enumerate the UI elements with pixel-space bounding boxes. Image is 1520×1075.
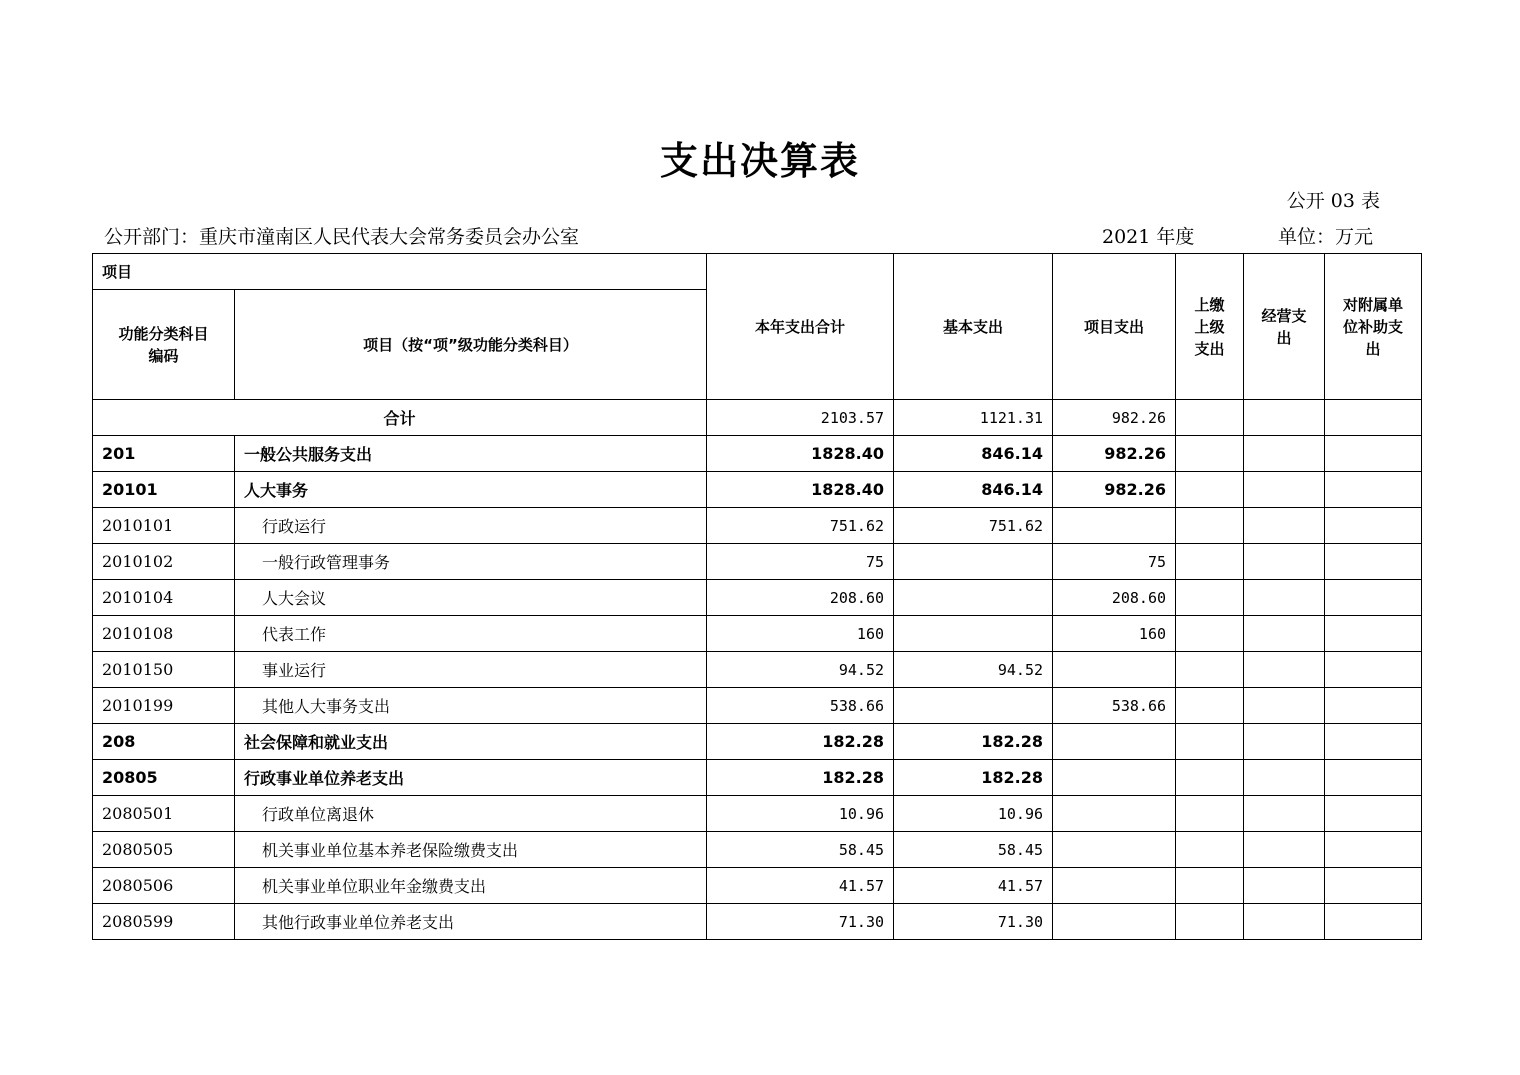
total-row bbox=[93, 400, 1422, 436]
cell-operating bbox=[1244, 724, 1325, 760]
header-code: 功能分类科目 编码 bbox=[93, 290, 235, 400]
table-row bbox=[93, 832, 1422, 868]
cell-total: 1828.40 bbox=[707, 472, 894, 508]
fiscal-year-label: 2021 年度 bbox=[1102, 226, 1195, 248]
cell-code: 2010104 bbox=[93, 580, 235, 616]
department-label: 公开部门：重庆市潼南区人民代表大会常务委员会办公室 bbox=[104, 226, 580, 248]
cell-project bbox=[1053, 760, 1176, 796]
cell-project: 982.26 bbox=[1053, 472, 1176, 508]
header-operating: 经营支 出 bbox=[1244, 254, 1325, 400]
cell-basic: 751.62 bbox=[894, 508, 1053, 544]
table-body bbox=[93, 400, 1422, 940]
cell-name: 机关事业单位基本养老保险缴费支出 bbox=[235, 832, 707, 868]
header-total: 本年支出合计 bbox=[707, 254, 894, 400]
cell-operating bbox=[1244, 436, 1325, 472]
cell-project: 538.66 bbox=[1053, 688, 1176, 724]
total-upper bbox=[1176, 400, 1244, 436]
total-label: 合计 bbox=[93, 400, 707, 436]
table-row bbox=[93, 724, 1422, 760]
cell-total: 751.62 bbox=[707, 508, 894, 544]
cell-name: 行政运行 bbox=[235, 508, 707, 544]
table-row bbox=[93, 688, 1422, 724]
expenditure-table bbox=[92, 253, 1422, 940]
cell-subsidy bbox=[1325, 904, 1422, 940]
cell-operating bbox=[1244, 652, 1325, 688]
cell-operating bbox=[1244, 796, 1325, 832]
cell-project: 160 bbox=[1053, 616, 1176, 652]
header-basic: 基本支出 bbox=[894, 254, 1053, 400]
cell-subsidy bbox=[1325, 724, 1422, 760]
cell-name: 社会保障和就业支出 bbox=[235, 724, 707, 760]
table-row bbox=[93, 580, 1422, 616]
cell-code: 20805 bbox=[93, 760, 235, 796]
cell-subsidy bbox=[1325, 652, 1422, 688]
cell-operating bbox=[1244, 508, 1325, 544]
cell-project: 982.26 bbox=[1053, 436, 1176, 472]
header-project-expenditure: 项目支出 bbox=[1053, 254, 1176, 400]
cell-subsidy bbox=[1325, 508, 1422, 544]
cell-basic: 41.57 bbox=[894, 868, 1053, 904]
cell-project bbox=[1053, 652, 1176, 688]
cell-code: 2010101 bbox=[93, 508, 235, 544]
total-basic: 1121.31 bbox=[894, 400, 1053, 436]
cell-basic: 846.14 bbox=[894, 472, 1053, 508]
cell-project bbox=[1053, 832, 1176, 868]
cell-upper bbox=[1176, 868, 1244, 904]
cell-basic bbox=[894, 544, 1053, 580]
cell-project bbox=[1053, 868, 1176, 904]
cell-upper bbox=[1176, 580, 1244, 616]
cell-operating bbox=[1244, 580, 1325, 616]
cell-subsidy bbox=[1325, 688, 1422, 724]
cell-code: 2010108 bbox=[93, 616, 235, 652]
cell-code: 2010150 bbox=[93, 652, 235, 688]
cell-project: 75 bbox=[1053, 544, 1176, 580]
header-upper-payment: 上缴 上级 支出 bbox=[1176, 254, 1244, 400]
cell-total: 538.66 bbox=[707, 688, 894, 724]
cell-operating bbox=[1244, 760, 1325, 796]
table-row bbox=[93, 760, 1422, 796]
cell-name: 其他行政事业单位养老支出 bbox=[235, 904, 707, 940]
cell-upper bbox=[1176, 688, 1244, 724]
cell-basic bbox=[894, 580, 1053, 616]
header-name: 项目（按“项”级功能分类科目） bbox=[235, 290, 707, 400]
cell-subsidy bbox=[1325, 436, 1422, 472]
cell-subsidy bbox=[1325, 760, 1422, 796]
cell-code: 2010199 bbox=[93, 688, 235, 724]
cell-total: 75 bbox=[707, 544, 894, 580]
cell-name: 一般行政管理事务 bbox=[235, 544, 707, 580]
total-total: 2103.57 bbox=[707, 400, 894, 436]
cell-upper bbox=[1176, 436, 1244, 472]
cell-upper bbox=[1176, 904, 1244, 940]
cell-operating bbox=[1244, 472, 1325, 508]
cell-total: 94.52 bbox=[707, 652, 894, 688]
cell-operating bbox=[1244, 868, 1325, 904]
cell-total: 182.28 bbox=[707, 760, 894, 796]
table-row bbox=[93, 652, 1422, 688]
cell-subsidy bbox=[1325, 544, 1422, 580]
cell-operating bbox=[1244, 544, 1325, 580]
table-row bbox=[93, 868, 1422, 904]
table-row bbox=[93, 796, 1422, 832]
cell-project bbox=[1053, 724, 1176, 760]
cell-subsidy bbox=[1325, 616, 1422, 652]
cell-operating bbox=[1244, 616, 1325, 652]
cell-basic: 94.52 bbox=[894, 652, 1053, 688]
total-subsidy bbox=[1325, 400, 1422, 436]
cell-name: 行政单位离退休 bbox=[235, 796, 707, 832]
table-row bbox=[93, 472, 1422, 508]
cell-subsidy bbox=[1325, 472, 1422, 508]
cell-upper bbox=[1176, 652, 1244, 688]
cell-total: 71.30 bbox=[707, 904, 894, 940]
cell-code: 2080506 bbox=[93, 868, 235, 904]
cell-code: 2080505 bbox=[93, 832, 235, 868]
cell-basic: 58.45 bbox=[894, 832, 1053, 868]
cell-project bbox=[1053, 904, 1176, 940]
cell-code: 2080599 bbox=[93, 904, 235, 940]
cell-basic bbox=[894, 616, 1053, 652]
cell-upper bbox=[1176, 760, 1244, 796]
cell-total: 208.60 bbox=[707, 580, 894, 616]
cell-code: 201 bbox=[93, 436, 235, 472]
cell-total: 182.28 bbox=[707, 724, 894, 760]
cell-total: 41.57 bbox=[707, 868, 894, 904]
cell-name: 人大事务 bbox=[235, 472, 707, 508]
table-row bbox=[93, 544, 1422, 580]
cell-basic: 71.30 bbox=[894, 904, 1053, 940]
table-row bbox=[93, 904, 1422, 940]
cell-total: 1828.40 bbox=[707, 436, 894, 472]
cell-operating bbox=[1244, 688, 1325, 724]
cell-project bbox=[1053, 508, 1176, 544]
cell-subsidy bbox=[1325, 580, 1422, 616]
cell-basic: 182.28 bbox=[894, 724, 1053, 760]
total-operating bbox=[1244, 400, 1325, 436]
page-title: 支出决算表 bbox=[659, 139, 860, 183]
cell-upper bbox=[1176, 616, 1244, 652]
table-number: 公开 03 表 bbox=[1286, 190, 1380, 212]
cell-total: 10.96 bbox=[707, 796, 894, 832]
header-subsidy: 对附属单 位补助支 出 bbox=[1325, 254, 1422, 400]
cell-upper bbox=[1176, 472, 1244, 508]
cell-name: 代表工作 bbox=[235, 616, 707, 652]
table-row bbox=[93, 508, 1422, 544]
cell-code: 208 bbox=[93, 724, 235, 760]
header-project: 项目 bbox=[93, 254, 707, 290]
table-row bbox=[93, 436, 1422, 472]
total-project: 982.26 bbox=[1053, 400, 1176, 436]
cell-name: 机关事业单位职业年金缴费支出 bbox=[235, 868, 707, 904]
cell-upper bbox=[1176, 544, 1244, 580]
cell-upper bbox=[1176, 832, 1244, 868]
cell-upper bbox=[1176, 508, 1244, 544]
cell-subsidy bbox=[1325, 796, 1422, 832]
cell-basic: 846.14 bbox=[894, 436, 1053, 472]
cell-name: 其他人大事务支出 bbox=[235, 688, 707, 724]
cell-subsidy bbox=[1325, 832, 1422, 868]
cell-project: 208.60 bbox=[1053, 580, 1176, 616]
cell-name: 人大会议 bbox=[235, 580, 707, 616]
cell-project bbox=[1053, 796, 1176, 832]
cell-name: 事业运行 bbox=[235, 652, 707, 688]
cell-upper bbox=[1176, 796, 1244, 832]
cell-name: 一般公共服务支出 bbox=[235, 436, 707, 472]
cell-name: 行政事业单位养老支出 bbox=[235, 760, 707, 796]
table-row bbox=[93, 616, 1422, 652]
unit-label: 单位：万元 bbox=[1278, 226, 1374, 248]
cell-code: 20101 bbox=[93, 472, 235, 508]
cell-basic: 182.28 bbox=[894, 760, 1053, 796]
cell-operating bbox=[1244, 904, 1325, 940]
cell-total: 160 bbox=[707, 616, 894, 652]
cell-code: 2010102 bbox=[93, 544, 235, 580]
cell-basic: 10.96 bbox=[894, 796, 1053, 832]
cell-basic bbox=[894, 688, 1053, 724]
cell-code: 2080501 bbox=[93, 796, 235, 832]
cell-upper bbox=[1176, 724, 1244, 760]
cell-operating bbox=[1244, 832, 1325, 868]
cell-total: 58.45 bbox=[707, 832, 894, 868]
cell-subsidy bbox=[1325, 868, 1422, 904]
